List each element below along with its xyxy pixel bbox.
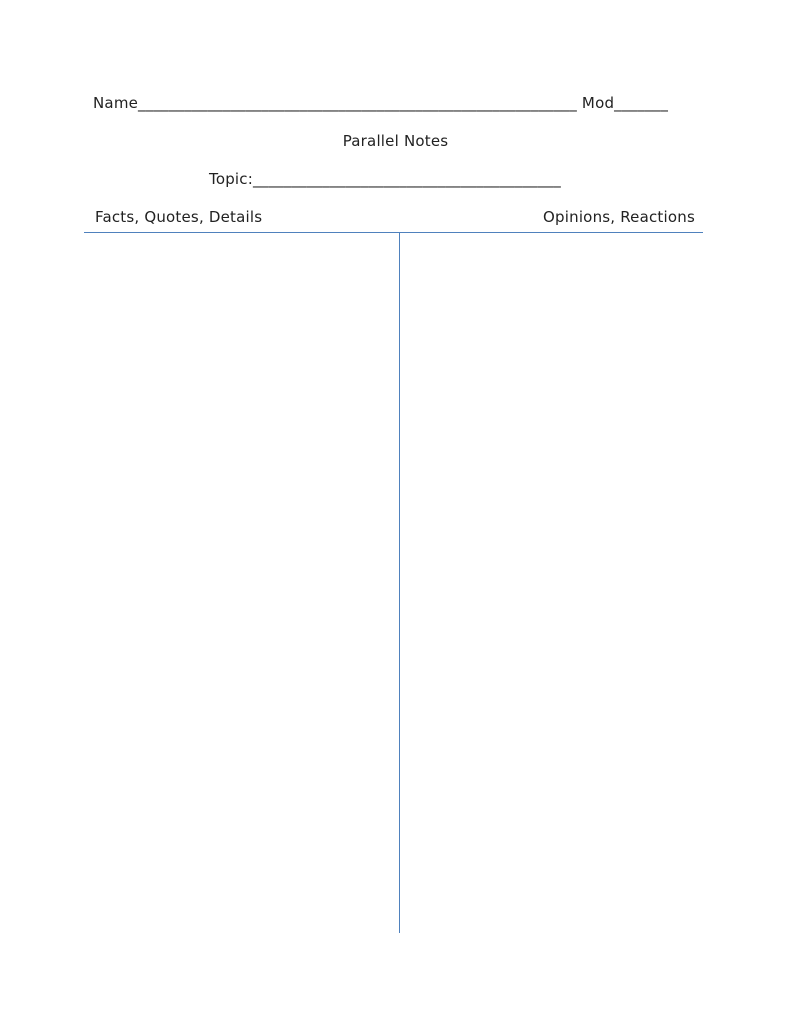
facts-column-header: Facts, Quotes, Details xyxy=(95,208,263,226)
header-rule xyxy=(84,232,703,233)
topic-line: Topic:________________________________________ xyxy=(209,170,561,188)
opinions-column-header: Opinions, Reactions xyxy=(543,208,695,226)
name-mod-line: Name_________________________________________________________ Mod_______ xyxy=(93,94,669,112)
page-title: Parallel Notes xyxy=(342,132,449,150)
column-divider xyxy=(399,233,400,933)
